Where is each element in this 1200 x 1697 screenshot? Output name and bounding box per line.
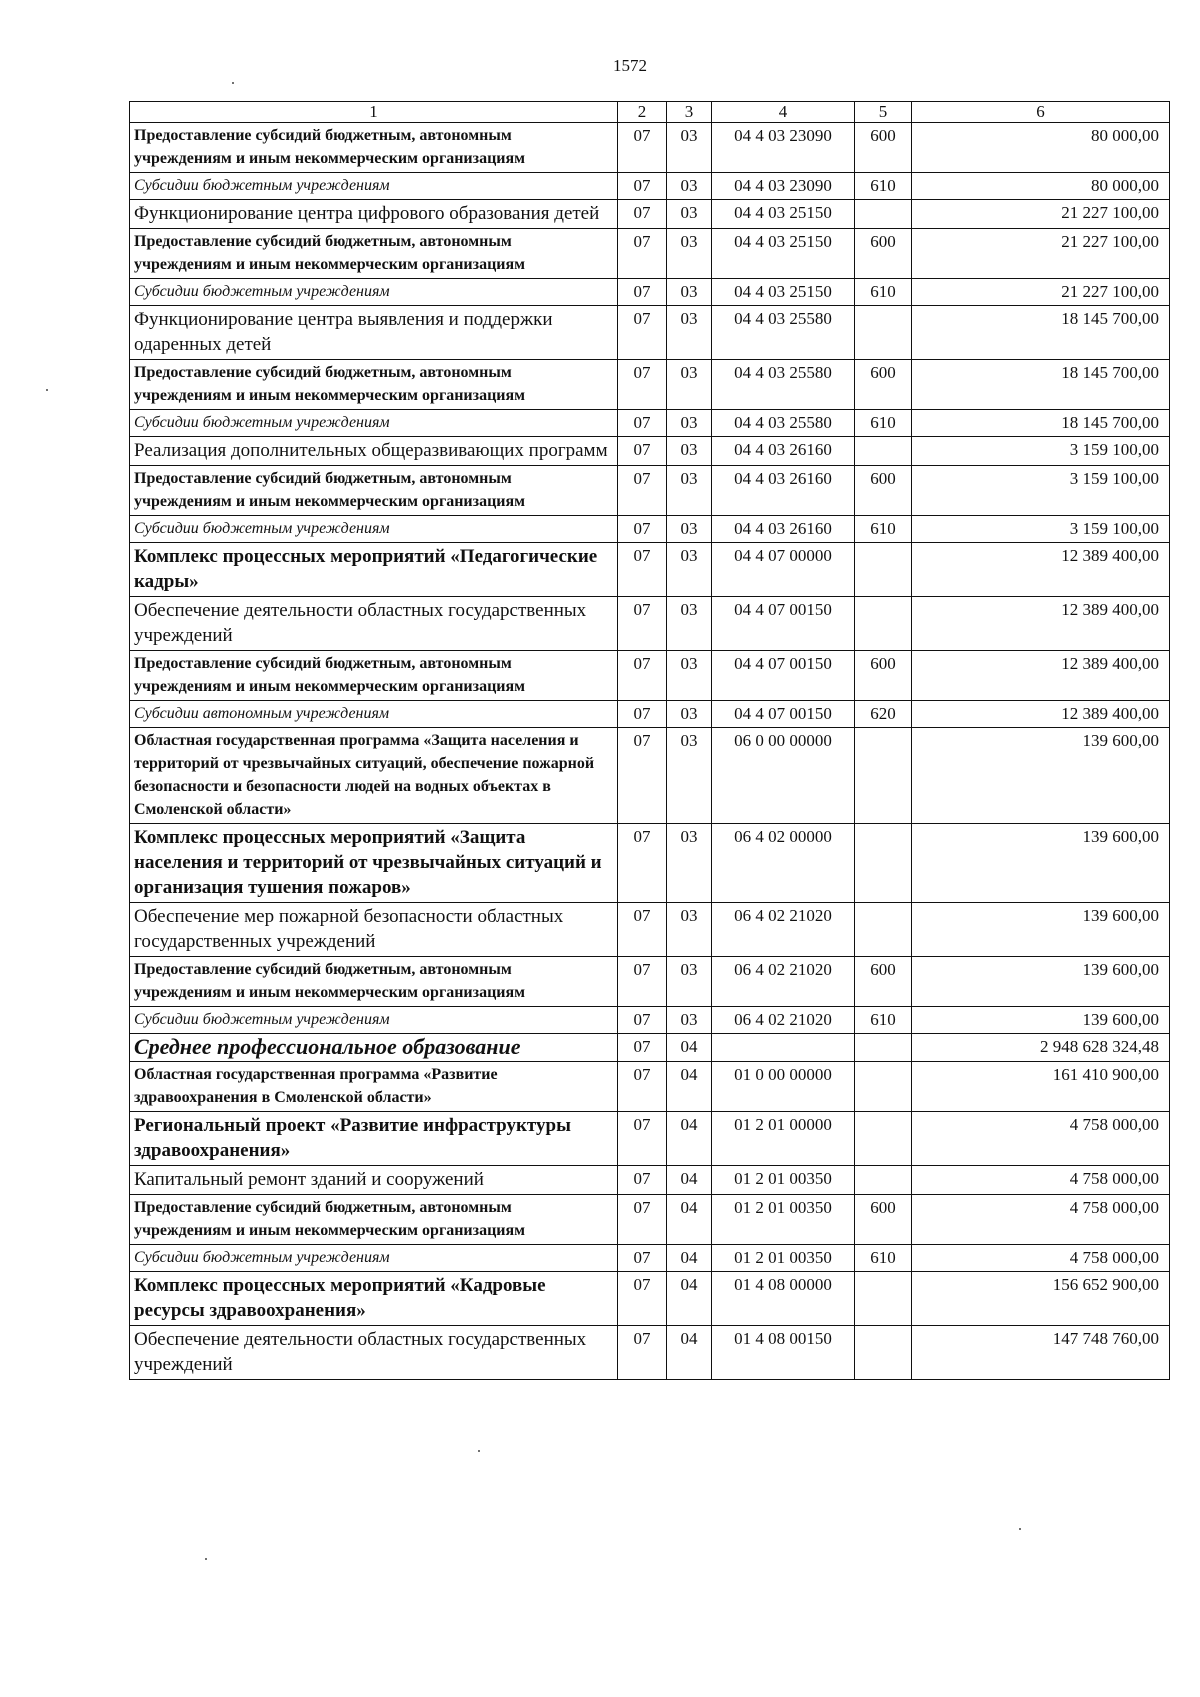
row-name-cell: Комплекс процессных мероприятий «Защита населения и территорий от чрезвычайных ситуаций и организация тушения пожаров» xyxy=(130,824,618,903)
row-c3-cell: 04 xyxy=(667,1034,712,1062)
row-c5-cell xyxy=(855,903,912,957)
row-c3-cell: 03 xyxy=(667,543,712,597)
row-c3-cell: 03 xyxy=(667,410,712,437)
table-row xyxy=(130,597,1170,651)
row-c6-cell: 147 748 760,00 xyxy=(912,1326,1170,1380)
row-c3-cell: 03 xyxy=(667,229,712,279)
row-c6-cell: 18 145 700,00 xyxy=(912,360,1170,410)
table-row xyxy=(130,728,1170,824)
row-c3-cell: 03 xyxy=(667,200,712,229)
table-body xyxy=(130,102,1170,1380)
row-name-cell: Субсидии бюджетным учреждениям xyxy=(130,1007,618,1034)
row-c2-cell: 07 xyxy=(618,1062,667,1112)
row-c4-cell: 04 4 07 00150 xyxy=(712,701,855,728)
row-c2-cell: 07 xyxy=(618,437,667,466)
row-c4-cell: 01 4 08 00150 xyxy=(712,1326,855,1380)
row-c4-cell: 04 4 07 00000 xyxy=(712,543,855,597)
row-name-cell: Предоставление субсидий бюджетным, автономным учреждениям и иным некоммерческим организациям xyxy=(130,1195,618,1245)
row-c4-cell: 01 2 01 00350 xyxy=(712,1245,855,1272)
row-name-cell: Функционирование центра выявления и поддержки одаренных детей xyxy=(130,306,618,360)
row-name-cell: Реализация дополнительных общеразвивающих программ xyxy=(130,437,618,466)
table-row xyxy=(130,466,1170,516)
table-row xyxy=(130,306,1170,360)
scan-speck xyxy=(205,1558,207,1560)
row-name-cell: Субсидии бюджетным учреждениям xyxy=(130,279,618,306)
row-c2-cell: 07 xyxy=(618,229,667,279)
row-c6-cell: 3 159 100,00 xyxy=(912,516,1170,543)
row-c5-cell xyxy=(855,597,912,651)
row-c2-cell: 07 xyxy=(618,1245,667,1272)
row-c2-cell: 07 xyxy=(618,279,667,306)
row-name-cell: Субсидии бюджетным учреждениям xyxy=(130,516,618,543)
table-row xyxy=(130,957,1170,1007)
row-c2-cell: 07 xyxy=(618,1195,667,1245)
row-name-cell: Среднее профессиональное образование xyxy=(130,1034,618,1062)
row-c2-cell: 07 xyxy=(618,306,667,360)
row-c3-cell: 04 xyxy=(667,1245,712,1272)
column-header: 2 xyxy=(618,102,667,123)
table-row xyxy=(130,1166,1170,1195)
row-c5-cell xyxy=(855,437,912,466)
table-row xyxy=(130,543,1170,597)
row-c5-cell: 620 xyxy=(855,701,912,728)
row-c6-cell: 12 389 400,00 xyxy=(912,597,1170,651)
row-c2-cell: 07 xyxy=(618,957,667,1007)
table-row xyxy=(130,701,1170,728)
row-c5-cell xyxy=(855,200,912,229)
row-c4-cell: 04 4 03 26160 xyxy=(712,516,855,543)
row-c6-cell: 4 758 000,00 xyxy=(912,1245,1170,1272)
row-c2-cell: 07 xyxy=(618,824,667,903)
scan-speck xyxy=(232,82,234,84)
row-c3-cell: 03 xyxy=(667,123,712,173)
row-c4-cell xyxy=(712,1034,855,1062)
row-c5-cell xyxy=(855,728,912,824)
row-c3-cell: 04 xyxy=(667,1326,712,1380)
row-c4-cell: 04 4 03 26160 xyxy=(712,466,855,516)
table-row xyxy=(130,824,1170,903)
row-name-cell: Субсидии бюджетным учреждениям xyxy=(130,173,618,200)
row-c2-cell: 07 xyxy=(618,360,667,410)
row-c4-cell: 01 2 01 00000 xyxy=(712,1112,855,1166)
column-header: 1 xyxy=(130,102,618,123)
row-c6-cell: 139 600,00 xyxy=(912,1007,1170,1034)
row-c3-cell: 03 xyxy=(667,701,712,728)
row-c6-cell: 80 000,00 xyxy=(912,123,1170,173)
row-name-cell: Капитальный ремонт зданий и сооружений xyxy=(130,1166,618,1195)
row-c2-cell: 07 xyxy=(618,728,667,824)
row-c3-cell: 03 xyxy=(667,306,712,360)
table-row xyxy=(130,1326,1170,1380)
row-c6-cell: 4 758 000,00 xyxy=(912,1166,1170,1195)
row-c2-cell: 07 xyxy=(618,200,667,229)
row-c6-cell: 21 227 100,00 xyxy=(912,200,1170,229)
row-c2-cell: 07 xyxy=(618,173,667,200)
row-name-cell: Функционирование центра цифрового образования детей xyxy=(130,200,618,229)
row-c6-cell: 3 159 100,00 xyxy=(912,437,1170,466)
row-name-cell: Областная государственная программа «Развитие здравоохранения в Смоленской области» xyxy=(130,1062,618,1112)
row-c2-cell: 07 xyxy=(618,1272,667,1326)
row-c6-cell: 3 159 100,00 xyxy=(912,466,1170,516)
row-c6-cell: 4 758 000,00 xyxy=(912,1112,1170,1166)
row-c3-cell: 03 xyxy=(667,466,712,516)
row-name-cell: Предоставление субсидий бюджетным, автономным учреждениям и иным некоммерческим организациям xyxy=(130,360,618,410)
table-row xyxy=(130,360,1170,410)
row-c3-cell: 03 xyxy=(667,173,712,200)
scan-speck xyxy=(46,389,48,391)
table-row xyxy=(130,123,1170,173)
row-c3-cell: 04 xyxy=(667,1112,712,1166)
table-row xyxy=(130,1245,1170,1272)
row-name-cell: Предоставление субсидий бюджетным, автономным учреждениям и иным некоммерческим организациям xyxy=(130,651,618,701)
row-c6-cell: 21 227 100,00 xyxy=(912,279,1170,306)
row-c6-cell: 139 600,00 xyxy=(912,903,1170,957)
row-c3-cell: 03 xyxy=(667,437,712,466)
row-name-cell: Комплекс процессных мероприятий «Кадровые ресурсы здравоохранения» xyxy=(130,1272,618,1326)
row-c3-cell: 04 xyxy=(667,1272,712,1326)
table-row xyxy=(130,229,1170,279)
row-c3-cell: 03 xyxy=(667,651,712,701)
row-c2-cell: 07 xyxy=(618,1007,667,1034)
row-name-cell: Субсидии бюджетным учреждениям xyxy=(130,1245,618,1272)
row-c2-cell: 07 xyxy=(618,597,667,651)
row-c4-cell: 04 4 03 23090 xyxy=(712,123,855,173)
row-c6-cell: 2 948 628 324,48 xyxy=(912,1034,1170,1062)
table-row xyxy=(130,200,1170,229)
table-row xyxy=(130,279,1170,306)
row-c6-cell: 12 389 400,00 xyxy=(912,651,1170,701)
row-c4-cell: 06 4 02 00000 xyxy=(712,824,855,903)
budget-table xyxy=(129,101,1170,1380)
table-row xyxy=(130,516,1170,543)
row-c6-cell: 18 145 700,00 xyxy=(912,410,1170,437)
row-c3-cell: 03 xyxy=(667,597,712,651)
row-c5-cell xyxy=(855,1062,912,1112)
column-header: 5 xyxy=(855,102,912,123)
row-c6-cell: 80 000,00 xyxy=(912,173,1170,200)
row-c2-cell: 07 xyxy=(618,651,667,701)
row-c5-cell: 600 xyxy=(855,1195,912,1245)
row-c3-cell: 03 xyxy=(667,360,712,410)
row-c4-cell: 01 2 01 00350 xyxy=(712,1195,855,1245)
row-name-cell: Предоставление субсидий бюджетным, автономным учреждениям и иным некоммерческим организациям xyxy=(130,123,618,173)
row-c6-cell: 139 600,00 xyxy=(912,728,1170,824)
row-c4-cell: 04 4 03 25580 xyxy=(712,410,855,437)
row-c2-cell: 07 xyxy=(618,466,667,516)
row-c5-cell xyxy=(855,543,912,597)
row-name-cell: Комплекс процессных мероприятий «Педагогические кадры» xyxy=(130,543,618,597)
table-row xyxy=(130,1062,1170,1112)
row-c6-cell: 139 600,00 xyxy=(912,957,1170,1007)
row-c3-cell: 04 xyxy=(667,1166,712,1195)
row-c2-cell: 07 xyxy=(618,701,667,728)
row-c3-cell: 03 xyxy=(667,903,712,957)
row-c4-cell: 01 0 00 00000 xyxy=(712,1062,855,1112)
row-name-cell: Региональный проект «Развитие инфраструктуры здравоохранения» xyxy=(130,1112,618,1166)
page-number: 1572 xyxy=(613,56,647,75)
row-c4-cell: 04 4 03 26160 xyxy=(712,437,855,466)
row-c6-cell: 12 389 400,00 xyxy=(912,701,1170,728)
row-c2-cell: 07 xyxy=(618,543,667,597)
table-row xyxy=(130,173,1170,200)
row-c5-cell: 600 xyxy=(855,466,912,516)
row-c5-cell xyxy=(855,1272,912,1326)
row-c5-cell xyxy=(855,824,912,903)
row-name-cell: Предоставление субсидий бюджетным, автономным учреждениям и иным некоммерческим организациям xyxy=(130,229,618,279)
row-name-cell: Предоставление субсидий бюджетным, автономным учреждениям и иным некоммерческим организациям xyxy=(130,957,618,1007)
row-c3-cell: 03 xyxy=(667,516,712,543)
row-c5-cell xyxy=(855,1034,912,1062)
row-c5-cell: 600 xyxy=(855,229,912,279)
row-c2-cell: 07 xyxy=(618,903,667,957)
column-header: 4 xyxy=(712,102,855,123)
row-name-cell: Предоставление субсидий бюджетным, автономным учреждениям и иным некоммерческим организациям xyxy=(130,466,618,516)
row-c4-cell: 01 4 08 00000 xyxy=(712,1272,855,1326)
row-c5-cell: 600 xyxy=(855,651,912,701)
row-c6-cell: 21 227 100,00 xyxy=(912,229,1170,279)
row-c2-cell: 07 xyxy=(618,1034,667,1062)
row-c4-cell: 04 4 03 25580 xyxy=(712,360,855,410)
row-c4-cell: 04 4 07 00150 xyxy=(712,597,855,651)
row-c6-cell: 4 758 000,00 xyxy=(912,1195,1170,1245)
row-c5-cell: 610 xyxy=(855,1007,912,1034)
table-row xyxy=(130,1112,1170,1166)
row-c4-cell: 01 2 01 00350 xyxy=(712,1166,855,1195)
row-c5-cell: 600 xyxy=(855,123,912,173)
row-c2-cell: 07 xyxy=(618,1112,667,1166)
row-c2-cell: 07 xyxy=(618,410,667,437)
table-row xyxy=(130,1034,1170,1062)
row-c5-cell: 600 xyxy=(855,360,912,410)
row-c2-cell: 07 xyxy=(618,123,667,173)
row-c3-cell: 03 xyxy=(667,279,712,306)
row-c2-cell: 07 xyxy=(618,1166,667,1195)
row-c4-cell: 04 4 07 00150 xyxy=(712,651,855,701)
column-header: 3 xyxy=(667,102,712,123)
row-c5-cell: 610 xyxy=(855,1245,912,1272)
row-c4-cell: 06 4 02 21020 xyxy=(712,903,855,957)
row-c4-cell: 04 4 03 25150 xyxy=(712,229,855,279)
row-c3-cell: 03 xyxy=(667,957,712,1007)
row-c2-cell: 07 xyxy=(618,516,667,543)
row-c3-cell: 04 xyxy=(667,1062,712,1112)
row-name-cell: Субсидии бюджетным учреждениям xyxy=(130,410,618,437)
row-c4-cell: 04 4 03 25580 xyxy=(712,306,855,360)
row-c5-cell: 610 xyxy=(855,516,912,543)
row-c4-cell: 04 4 03 23090 xyxy=(712,173,855,200)
column-header-row xyxy=(130,102,1170,123)
table-row xyxy=(130,1195,1170,1245)
row-c2-cell: 07 xyxy=(618,1326,667,1380)
table-row xyxy=(130,651,1170,701)
row-c3-cell: 03 xyxy=(667,824,712,903)
row-c4-cell: 06 0 00 00000 xyxy=(712,728,855,824)
scan-speck xyxy=(1019,1528,1021,1530)
row-name-cell: Обеспечение деятельности областных государственных учреждений xyxy=(130,1326,618,1380)
row-c5-cell: 600 xyxy=(855,957,912,1007)
row-c5-cell: 610 xyxy=(855,173,912,200)
row-c3-cell: 03 xyxy=(667,728,712,824)
row-c5-cell xyxy=(855,1112,912,1166)
row-c6-cell: 18 145 700,00 xyxy=(912,306,1170,360)
row-c4-cell: 06 4 02 21020 xyxy=(712,1007,855,1034)
row-c4-cell: 06 4 02 21020 xyxy=(712,957,855,1007)
row-c5-cell: 610 xyxy=(855,410,912,437)
row-c5-cell: 610 xyxy=(855,279,912,306)
table-row xyxy=(130,903,1170,957)
row-name-cell: Обеспечение деятельности областных государственных учреждений xyxy=(130,597,618,651)
table-row xyxy=(130,1007,1170,1034)
row-c4-cell: 04 4 03 25150 xyxy=(712,279,855,306)
scan-speck xyxy=(478,1450,480,1452)
row-c4-cell: 04 4 03 25150 xyxy=(712,200,855,229)
row-c5-cell xyxy=(855,306,912,360)
table-row xyxy=(130,1272,1170,1326)
row-c6-cell: 161 410 900,00 xyxy=(912,1062,1170,1112)
column-header: 6 xyxy=(912,102,1170,123)
row-c5-cell xyxy=(855,1166,912,1195)
table-row xyxy=(130,410,1170,437)
row-name-cell: Субсидии автономным учреждениям xyxy=(130,701,618,728)
row-name-cell: Обеспечение мер пожарной безопасности областных государственных учреждений xyxy=(130,903,618,957)
row-c5-cell xyxy=(855,1326,912,1380)
row-c6-cell: 139 600,00 xyxy=(912,824,1170,903)
row-name-cell: Областная государственная программа «Защита населения и территорий от чрезвычайных ситуаций, обеспечение пожарной безопасности и безопасности людей на водных объектах в Смоленской области» xyxy=(130,728,618,824)
table-row xyxy=(130,437,1170,466)
row-c6-cell: 156 652 900,00 xyxy=(912,1272,1170,1326)
row-c3-cell: 04 xyxy=(667,1195,712,1245)
row-c3-cell: 03 xyxy=(667,1007,712,1034)
row-c6-cell: 12 389 400,00 xyxy=(912,543,1170,597)
